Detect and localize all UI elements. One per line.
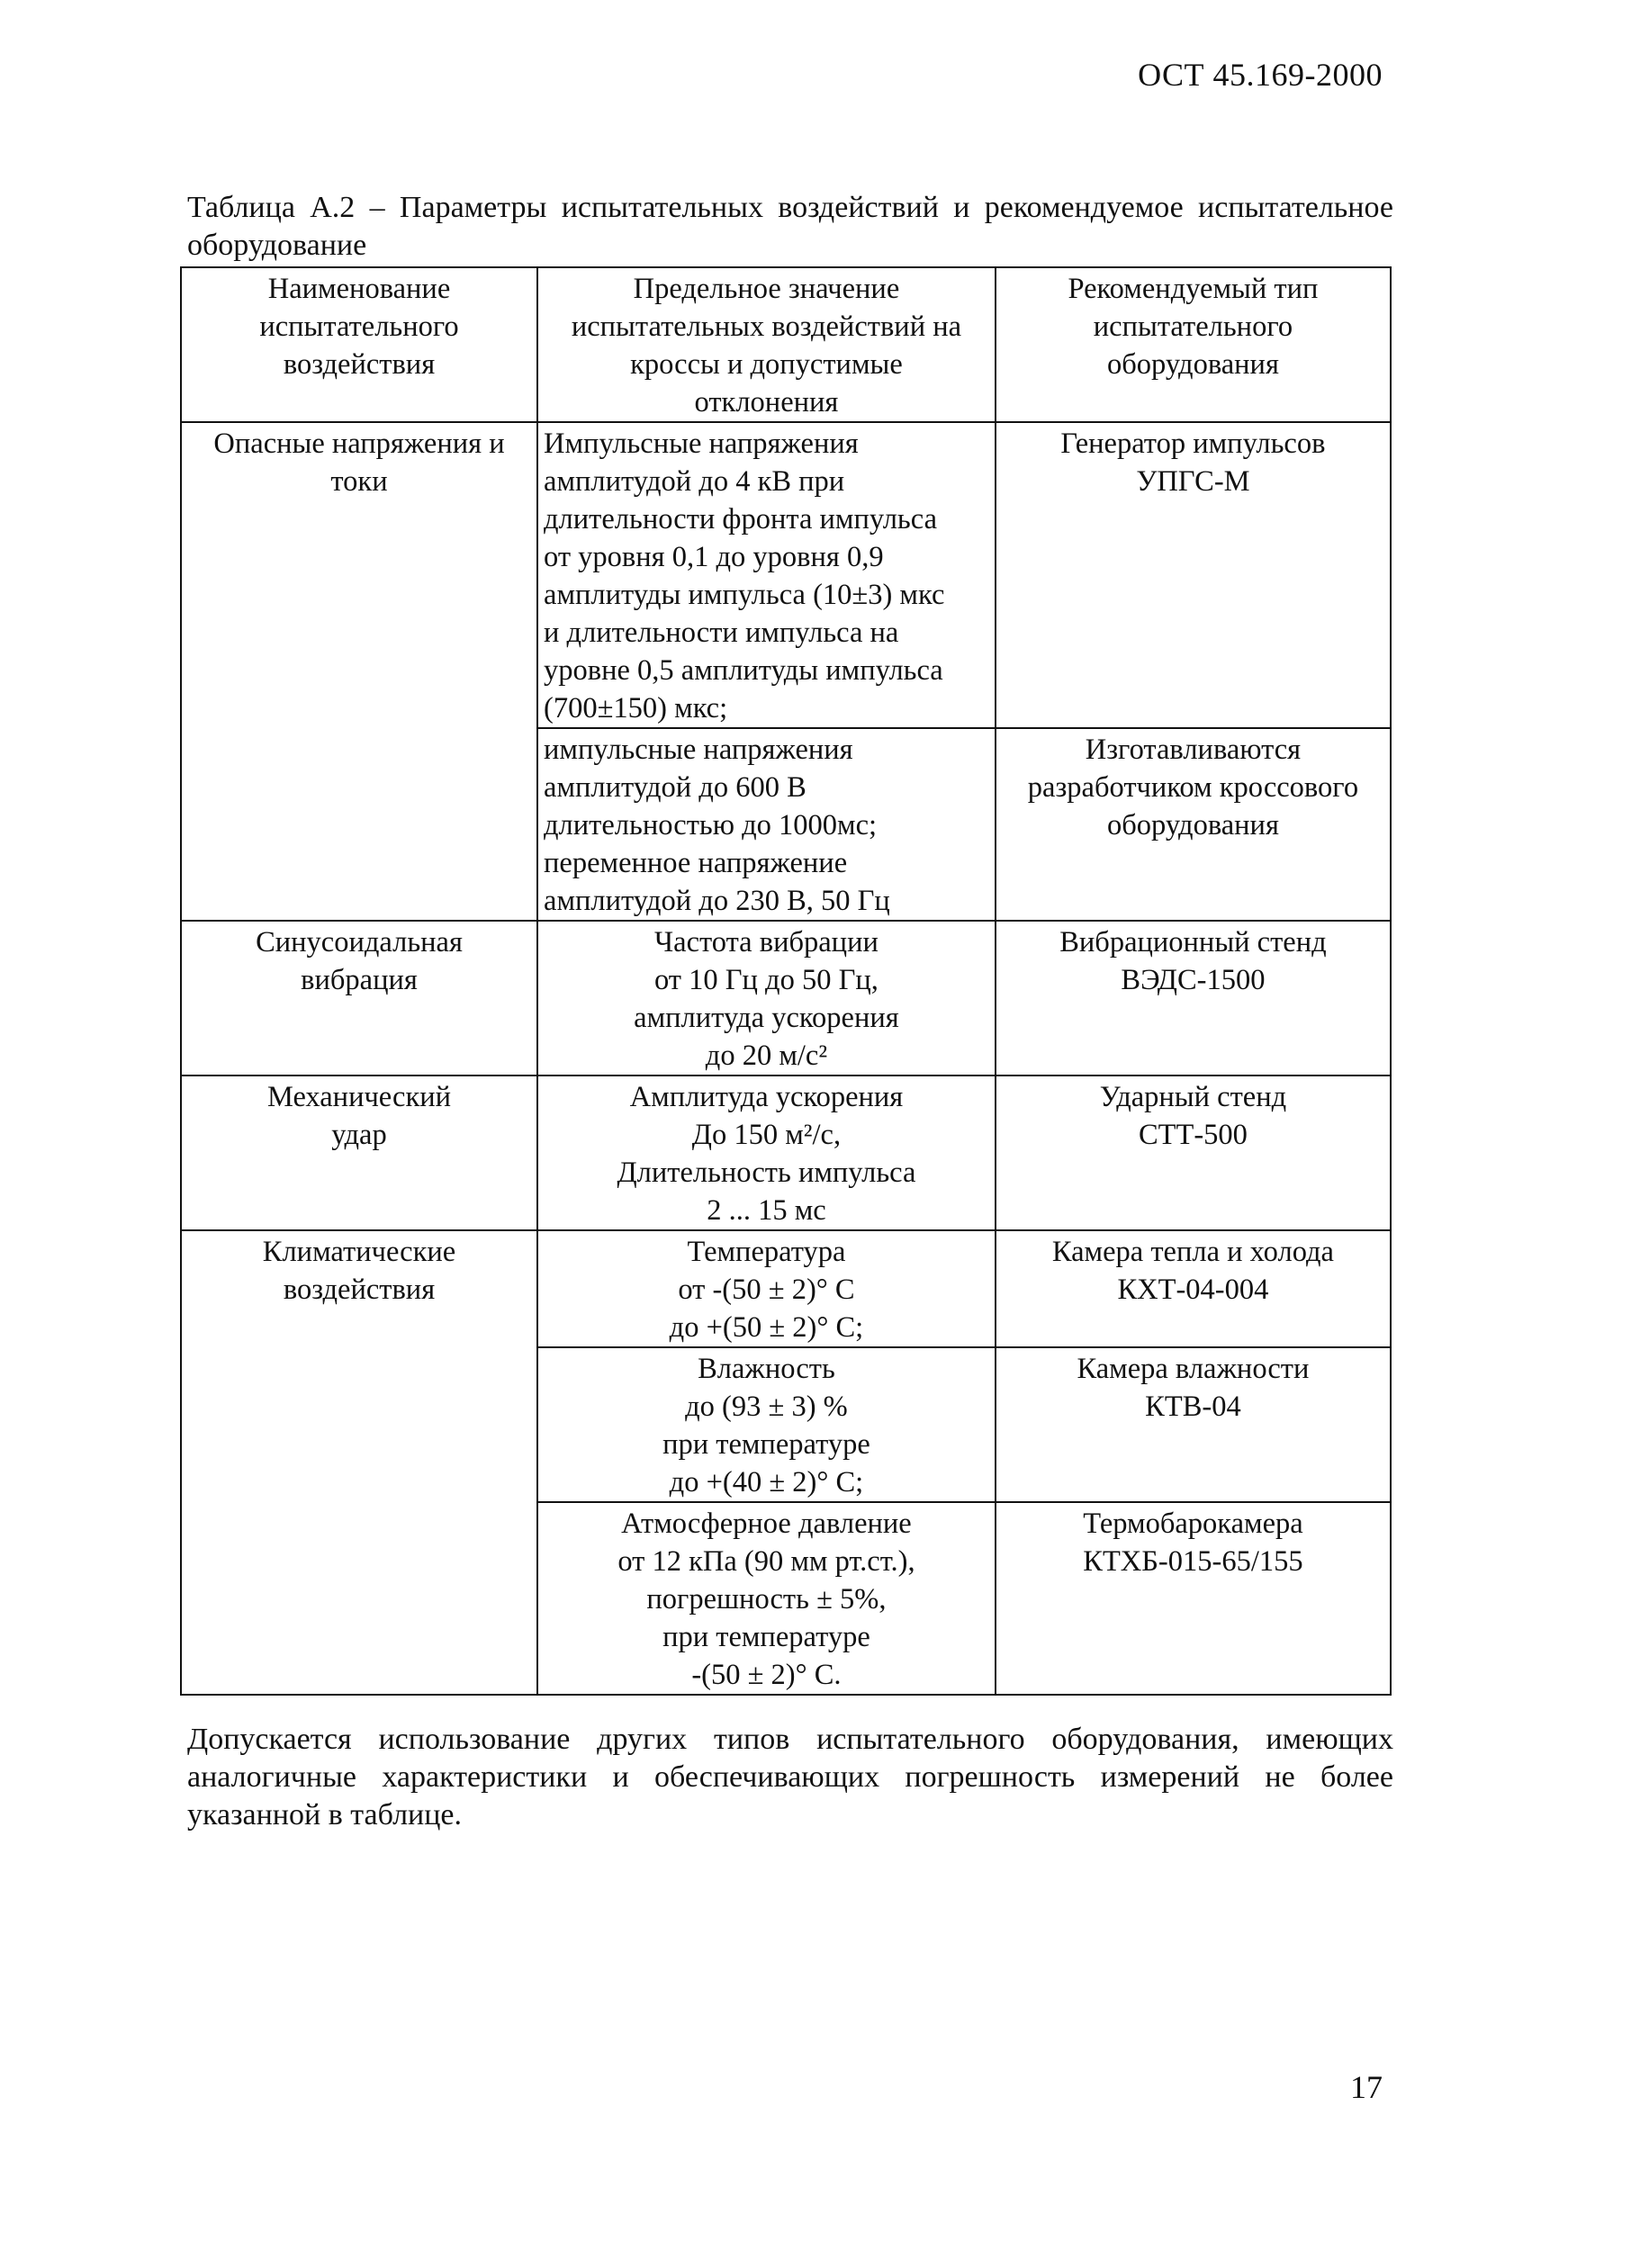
impact-cell: Опасные напряжения и токи <box>181 422 537 921</box>
table-row <box>181 1230 1391 1347</box>
header-impact: Наименование испытательного воздействия <box>181 267 537 422</box>
limit-cell: Влажность до (93 ± 3) % при температуре до +(40 ± 2)° С; <box>537 1347 996 1502</box>
equipment-cell: Вибрационный стенд ВЭДС-1500 <box>996 921 1391 1076</box>
impact-cell: Механический удар <box>181 1076 537 1230</box>
impact-cell: Климатические воздействия <box>181 1230 537 1695</box>
equipment-cell: Генератор импульсов УПГС-М <box>996 422 1391 728</box>
equipment-cell: Камера тепла и холода КХТ-04-004 <box>996 1230 1391 1347</box>
header-equipment: Рекомендуемый тип испытательного оборудования <box>996 267 1391 422</box>
page-number: 17 <box>1350 2069 1383 2105</box>
limit-cell: импульсные напряжения амплитудой до 600 В длительностью до 1000мс; переменное напряжение амплитудой до 230 В, 50 Гц <box>537 728 996 921</box>
table-caption: Таблица А.2 – Параметры испытательных воздействий и рекомендуемое испытательное оборудование <box>187 191 1393 262</box>
header-limit: Предельное значение испытательных воздействий на кроссы и допустимые отклонения <box>537 267 996 422</box>
limit-cell: Температура от -(50 ± 2)° С до +(50 ± 2)° С; <box>537 1230 996 1347</box>
equipment-cell: Термобарокамера КТХБ-015-65/155 <box>996 1502 1391 1695</box>
table-row <box>181 422 1391 728</box>
table-row <box>181 1076 1391 1230</box>
limit-cell: Амплитуда ускорения До 150 м²/с, Длительность импульса 2 ... 15 мс <box>537 1076 996 1230</box>
equipment-cell: Изготавливаются разработчиком кроссового оборудования <box>996 728 1391 921</box>
impact-cell: Синусоидальная вибрация <box>181 921 537 1076</box>
limit-cell: Атмосферное давление от 12 кПа (90 мм рт.ст.), погрешность ± 5%, при температуре -(50 ± 2)° С. <box>537 1502 996 1695</box>
equipment-cell: Камера влажности КТВ-04 <box>996 1347 1391 1502</box>
table-footnote: Допускается использование других типов испытательного оборудования, имеющих аналогичные характеристики и обеспечивающих погрешность измерений не более указанной в таблице. <box>187 1723 1393 1832</box>
table-header-row <box>181 267 1391 422</box>
limit-cell: Импульсные напряжения амплитудой до 4 кВ при длительности фронта импульса от уровня 0,1 до уровня 0,9 амплитуды импульса (10±3) мкс и длительности импульса на уровне 0,5 амплитуды импульса (700±150) мкс; <box>537 422 996 728</box>
equipment-cell: Ударный стенд СТТ-500 <box>996 1076 1391 1230</box>
table-row <box>181 921 1391 1076</box>
test-parameters-table <box>180 266 1392 1696</box>
document-code: ОСТ 45.169-2000 <box>1138 57 1383 93</box>
limit-cell: Частота вибрации от 10 Гц до 50 Гц, амплитуда ускорения до 20 м/с² <box>537 921 996 1076</box>
